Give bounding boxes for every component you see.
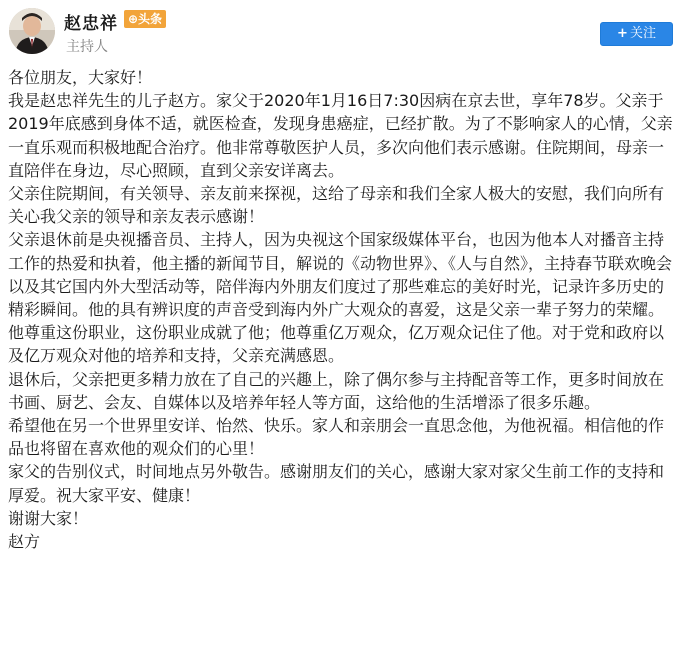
post-paragraph: 父亲退休前是央视播音员、主持人，因为央视这个国家级媒体平台，也因为他本人对播音主持工作的热爱和执着，他主播的新闻节目，解说的《动物世界》、《人与自然》，主持春节联欢晚会以及其它国内外大型活动等，陪伴海内外朋友们度过了那些难忘的美好时光，记录许多历史的精彩瞬间。他的具有辨识度的声音受到海内外广大观众的喜爱，这是父亲一辈子努力的荣耀。他尊重这份职业，这份职业成就了他；他尊重亿万观众，亿万观众记住了他。对于党和政府以及亿万观众对他的培养和支持，父亲充满感恩。 [8,230,673,366]
post-paragraph: 父亲住院期间，有关领导、亲友前来探视，这给了母亲和我们全家人极大的安慰，我们向所有关心我父亲的领导和亲友表示感谢！ [8,184,665,227]
post-paragraph: 谢谢大家！ [8,508,89,528]
post-paragraph: 家父的告别仪式，时间地点另外敬告。感谢朋友们的关心，感谢大家对家父生前工作的支持和厚爱。祝大家平安、健康！ [8,462,665,505]
author-name[interactable]: 赵忠祥 [64,14,118,34]
post-paragraph: 希望他在另一个世界里安详、怡然、快乐。家人和亲朋会一直思念他，为他祝福。相信他的作品也将留在喜欢他的观众们的心里！ [8,416,665,459]
toutiao-badge: ⊕头条 [124,10,166,28]
author-role: 主持人 [66,39,108,55]
post-signature: 赵方 [8,532,41,552]
avatar[interactable] [9,8,55,54]
avatar-portrait [9,8,55,54]
post-paragraph: 各位朋友，大家好！ [8,68,153,87]
follow-button[interactable] [600,22,673,46]
post-header [0,0,680,64]
post-content [8,66,675,553]
post-paragraph: 我是赵忠祥先生的儿子赵方。家父于2020年1月16日7:30因病在京去世，享年78岁。父亲于2019年底感到身体不适，就医检查，发现身患癌症，已经扩散。为了不影响家人的心情，父亲一直乐观而积极地配合治疗。他非常尊敬医护人员，多次向他们表示感谢。住院期间，母亲一直陪伴在身边，尽心照顾，直到父亲安详离去。 [8,91,673,180]
post-paragraph: 退休后，父亲把更多精力放在了自己的兴趣上，除了偶尔参与主持配音等工作，更多时间放在书画、厨艺、会友、自媒体以及培养年轻人等方面，这给他的生活增添了很多乐趣。 [8,369,665,412]
follow-button-label: 关注 [629,26,656,41]
plus-icon: + [617,26,628,41]
